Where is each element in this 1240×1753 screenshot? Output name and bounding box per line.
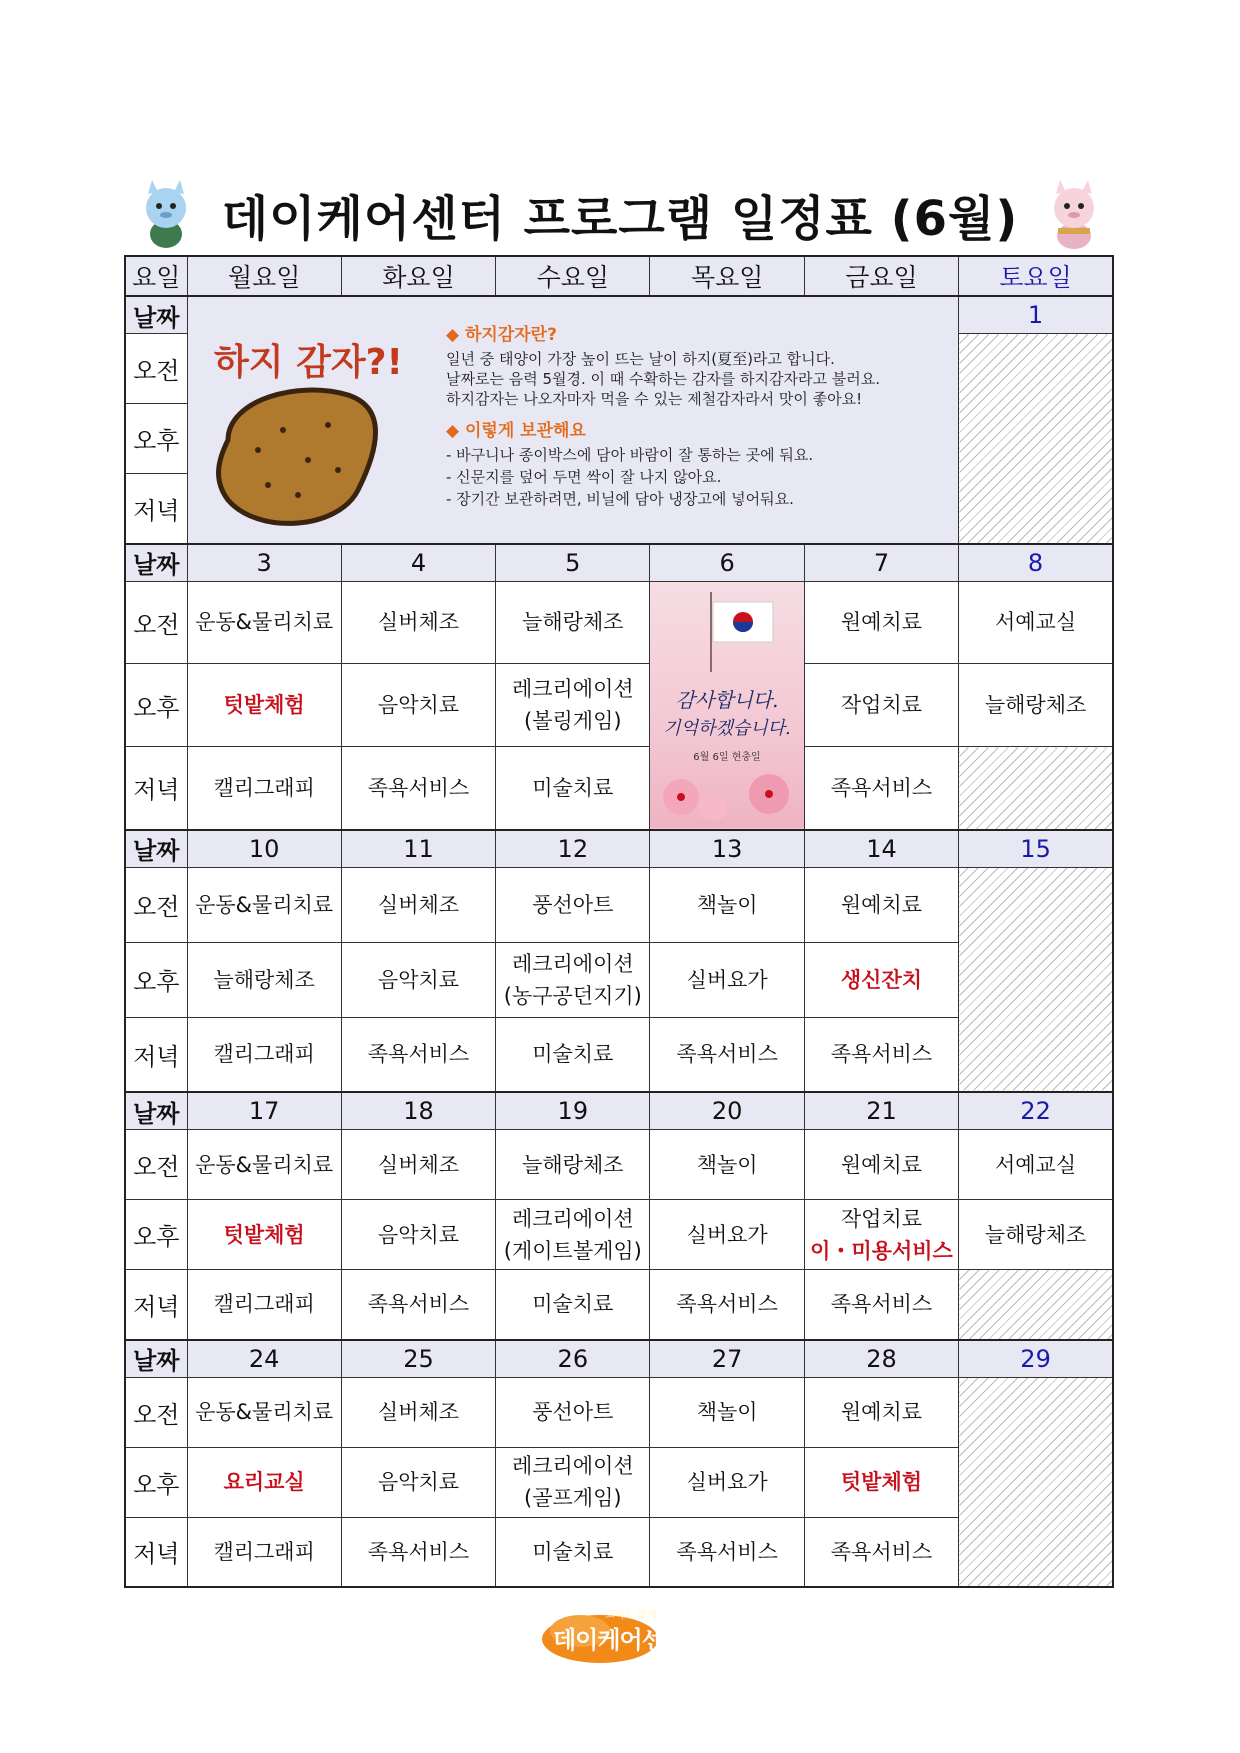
date-fri: 7	[804, 544, 958, 582]
date-thu: 6	[650, 544, 804, 582]
date-tue: 18	[341, 1092, 495, 1130]
memorial-line2: 기억하겠습니다.	[663, 717, 791, 739]
date-tue: 4	[341, 544, 495, 582]
program-cell	[496, 942, 650, 1017]
header-tue: 화요일	[341, 256, 495, 296]
program-cell: 족욕서비스	[804, 1270, 958, 1340]
logo-subtext: 고객도 함께	[605, 1610, 657, 1621]
date-fri: 28	[804, 1340, 958, 1378]
date-thu: 27	[650, 1340, 804, 1378]
memorial-line1: 감사합니다.	[675, 687, 779, 712]
header-sat: 토요일	[959, 256, 1113, 296]
program-cell: 책놀이	[650, 1130, 804, 1200]
header-label: 요일	[125, 256, 187, 296]
program-cell: 늘해랑체조	[187, 942, 341, 1017]
program-cell: 책놀이	[650, 1377, 804, 1447]
row-label-am: 오전	[125, 581, 187, 664]
date-thu: 13	[650, 830, 804, 868]
potato-icon	[218, 390, 375, 523]
header-mon: 월요일	[187, 256, 341, 296]
program-line: 레크리에이션	[511, 1206, 634, 1231]
program-cell: 원예치료	[804, 581, 958, 664]
closed-cell	[959, 867, 1113, 1092]
row-label-eve: 저녁	[125, 747, 187, 830]
korean-flag-icon	[713, 602, 773, 642]
program-cell: 족욕서비스	[804, 1517, 958, 1587]
promo-q2-line: - 장기간 보관하려면, 비닐에 담아 냉장고에 넣어둬요.	[445, 489, 794, 508]
date-tue: 25	[341, 1340, 495, 1378]
closed-cell	[959, 1377, 1113, 1587]
program-cell: 늘해랑체조	[496, 581, 650, 664]
program-line: 레크리에이션	[511, 677, 634, 702]
program-cell: 풍선아트	[496, 867, 650, 942]
row-label-pm: 오후	[125, 664, 187, 747]
program-cell: 미술치료	[496, 747, 650, 830]
program-cell: 캘리그래피	[187, 747, 341, 830]
program-line: (골프게임)	[524, 1486, 622, 1510]
row-label-eve: 저녁	[125, 1270, 187, 1340]
row-label-date: 날짜	[125, 1092, 187, 1130]
row-label-date: 날짜	[125, 1340, 187, 1378]
promo-q2: ◆ 이렇게 보관해요	[445, 420, 586, 441]
row-label-date: 날짜	[125, 544, 187, 582]
flower-icon	[663, 774, 789, 821]
date-tue: 11	[341, 830, 495, 868]
promo-q1-line: 하지감자는 나오자마자 먹을 수 있는 제철감자라서 맛이 좋아요!	[445, 389, 862, 408]
program-cell: 족욕서비스	[341, 747, 495, 830]
program-cell: 족욕서비스	[341, 1270, 495, 1340]
program-line: (게이트볼게임)	[503, 1238, 642, 1263]
promo-q2-line: - 신문지를 덮어 두면 싹이 잘 나지 않아요.	[445, 467, 721, 486]
date-sat: 29	[959, 1340, 1113, 1378]
program-cell: 서예교실	[959, 581, 1113, 664]
program-cell: 운동&물리치료	[187, 581, 341, 664]
date-sat: 1	[959, 296, 1113, 334]
program-cell: 족욕서비스	[650, 1017, 804, 1092]
row-label-pm: 오후	[125, 404, 187, 474]
promo-banner	[187, 296, 959, 544]
row-label-pm: 오후	[125, 1200, 187, 1270]
program-cell: 캘리그래피	[187, 1270, 341, 1340]
program-cell: 늘해랑체조	[496, 1130, 650, 1200]
program-line-highlight: 이・미용서비스	[810, 1238, 953, 1263]
row-label-am: 오전	[125, 1377, 187, 1447]
header-thu: 목요일	[650, 256, 804, 296]
date-fri: 14	[804, 830, 958, 868]
row-label-am: 오전	[125, 334, 187, 404]
program-cell-highlight: 요리교실	[187, 1447, 341, 1517]
row-label-eve: 저녁	[125, 1517, 187, 1587]
program-cell: 실버체조	[341, 867, 495, 942]
date-wed: 19	[496, 1092, 650, 1130]
blue-mascot-icon	[136, 178, 196, 250]
promo-graphic	[188, 300, 950, 540]
page-title: 데이케어센터 프로그램 일정표 (6월)	[221, 190, 1019, 247]
date-mon: 17	[187, 1092, 341, 1130]
program-cell-highlight: 텃밭체험	[187, 664, 341, 747]
closed-cell	[959, 334, 1113, 544]
program-cell: 실버요가	[650, 1200, 804, 1270]
program-cell: 실버요가	[650, 1447, 804, 1517]
program-cell: 캘리그래피	[187, 1517, 341, 1587]
program-cell: 미술치료	[496, 1017, 650, 1092]
program-cell	[496, 664, 650, 747]
program-line: (볼링게임)	[524, 709, 622, 734]
program-cell: 미술치료	[496, 1270, 650, 1340]
program-cell: 족욕서비스	[341, 1517, 495, 1587]
memorial-caption: 6월 6일 현충일	[693, 751, 761, 763]
date-sat: 15	[959, 830, 1113, 868]
date-wed: 26	[496, 1340, 650, 1378]
program-cell: 족욕서비스	[341, 1017, 495, 1092]
program-cell: 음악치료	[341, 1200, 495, 1270]
row-label-date: 날짜	[125, 296, 187, 334]
row-label-pm: 오후	[125, 1447, 187, 1517]
date-thu: 20	[650, 1092, 804, 1130]
program-cell: 늘해랑체조	[959, 664, 1113, 747]
program-cell: 음악치료	[341, 1447, 495, 1517]
closed-cell	[959, 1270, 1113, 1340]
memorial-day-image	[650, 581, 804, 830]
date-mon: 10	[187, 830, 341, 868]
program-cell: 족욕서비스	[804, 747, 958, 830]
date-wed: 5	[496, 544, 650, 582]
row-label-am: 오전	[125, 867, 187, 942]
date-mon: 3	[187, 544, 341, 582]
program-cell-highlight: 생신잔치	[804, 942, 958, 1017]
program-line: 레크리에이션	[511, 951, 634, 976]
program-cell: 운동&물리치료	[187, 867, 341, 942]
closed-cell	[959, 747, 1113, 830]
row-label-date: 날짜	[125, 830, 187, 868]
date-sat: 22	[959, 1092, 1113, 1130]
program-cell: 책놀이	[650, 867, 804, 942]
header-wed: 수요일	[496, 256, 650, 296]
logo-text: 데이케어센터	[553, 1626, 687, 1654]
program-cell: 서예교실	[959, 1130, 1113, 1200]
program-cell: 실버체조	[341, 1377, 495, 1447]
program-cell: 작업치료	[804, 664, 958, 747]
date-fri: 21	[804, 1092, 958, 1130]
program-cell-highlight: 텃밭체험	[804, 1447, 958, 1517]
promo-q1-line: 날짜로는 음력 5월경. 이 때 수확하는 감자를 하지감자라고 불러요.	[445, 369, 880, 388]
program-cell: 늘해랑체조	[959, 1200, 1113, 1270]
program-cell	[496, 1200, 650, 1270]
program-cell: 실버체조	[341, 581, 495, 664]
date-sat: 8	[959, 544, 1113, 582]
program-cell: 캘리그래피	[187, 1017, 341, 1092]
promo-q2-line: - 바구니나 종이박스에 담아 바람이 잘 통하는 곳에 둬요.	[445, 445, 813, 464]
program-cell: 원예치료	[804, 1377, 958, 1447]
program-cell: 미술치료	[496, 1517, 650, 1587]
promo-q1-line: 일년 중 태양이 가장 높이 뜨는 날이 하지(夏至)라고 합니다.	[445, 349, 835, 368]
program-line: 작업치료	[840, 1206, 923, 1231]
date-mon: 24	[187, 1340, 341, 1378]
program-cell: 족욕서비스	[650, 1270, 804, 1340]
pink-mascot-icon	[1044, 178, 1104, 250]
header-fri: 금요일	[804, 256, 958, 296]
schedule-table	[124, 255, 1114, 1588]
memorial-graphic	[651, 582, 803, 825]
program-cell: 운동&물리치료	[187, 1130, 341, 1200]
row-label-pm: 오후	[125, 942, 187, 1017]
row-label-am: 오전	[125, 1130, 187, 1200]
program-cell	[496, 1447, 650, 1517]
program-line: 레크리에이션	[511, 1454, 634, 1478]
program-cell	[804, 1200, 958, 1270]
title-bar	[0, 176, 1240, 252]
row-label-eve: 저녁	[125, 474, 187, 544]
row-label-eve: 저녁	[125, 1017, 187, 1092]
program-cell: 족욕서비스	[650, 1517, 804, 1587]
program-cell: 원예치료	[804, 867, 958, 942]
program-cell-highlight: 텃밭체험	[187, 1200, 341, 1270]
program-cell: 운동&물리치료	[187, 1377, 341, 1447]
promo-headline: 하지 감자?!	[213, 341, 403, 383]
program-line: (농구공던지기)	[503, 983, 642, 1008]
program-cell: 음악치료	[341, 942, 495, 1017]
program-cell: 음악치료	[341, 664, 495, 747]
program-cell: 원예치료	[804, 1130, 958, 1200]
promo-q1: ◆ 하지감자란?	[445, 324, 557, 345]
program-cell: 실버요가	[650, 942, 804, 1017]
program-cell: 풍선아트	[496, 1377, 650, 1447]
program-cell: 실버체조	[341, 1130, 495, 1200]
date-wed: 12	[496, 830, 650, 868]
program-cell: 족욕서비스	[804, 1017, 958, 1092]
